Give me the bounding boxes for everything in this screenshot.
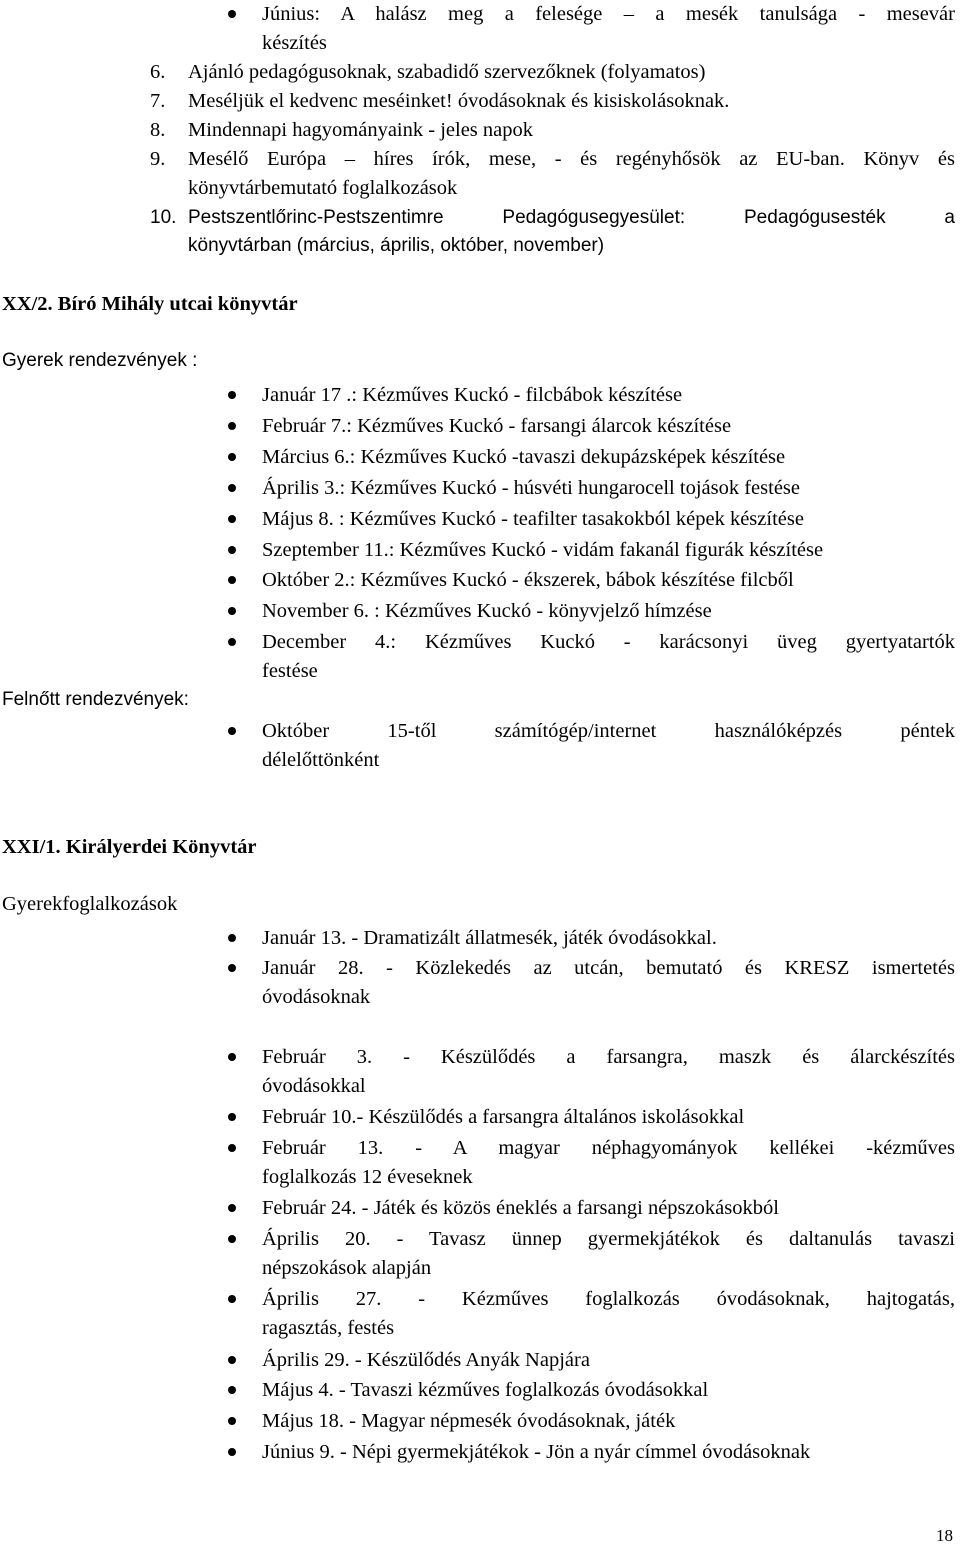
list-item-cont: óvodásoknak	[262, 986, 371, 1008]
page-number: 18	[936, 1526, 953, 1545]
bullet-dot	[228, 727, 236, 735]
item-number: 6.	[150, 61, 166, 83]
bullet-dot	[228, 1204, 236, 1212]
bullet-dot	[228, 1417, 236, 1425]
bullet-dot	[228, 1113, 236, 1121]
kids-activities-label: Gyerekfoglalkozások	[2, 893, 178, 915]
bullet-dot	[228, 934, 236, 942]
bullet-dot	[228, 484, 236, 492]
list-item: Október 2.: Kézműves Kuckó - ékszerek, bábok készítése filcből	[262, 569, 794, 591]
section-heading: XX/2. Bíró Mihály utcai könyvtár	[2, 293, 298, 315]
list-item: December 4.: Kézműves Kuckó - karácsonyi üveg gyertyatartók	[262, 631, 955, 653]
bullet-dot	[228, 453, 236, 461]
list-item: Május 8. : Kézműves Kuckó - teafilter tasakokból képek készítése	[262, 508, 804, 530]
list-item: Április 27. - Kézműves foglalkozás óvodásoknak, hajtogatás,	[262, 1288, 955, 1310]
list-item: Május 18. - Magyar népmesék óvodásoknak, játék	[262, 1410, 676, 1432]
list-item: Február 24. - Játék és közös éneklés a farsangi népszokásokból	[262, 1197, 779, 1219]
list-item-cont: népszokások alapján	[262, 1257, 432, 1279]
list-item: Május 4. - Tavaszi kézműves foglalkozás óvodásokkal	[262, 1379, 709, 1401]
section-heading: XXI/1. Királyerdei Könyvtár	[2, 836, 257, 858]
bullet-dot	[228, 10, 236, 18]
bullet-dot	[228, 607, 236, 615]
list-item-text: Június: A halász meg a felesége – a mesék tanulsága - mesevár	[262, 3, 955, 25]
list-item-cont: foglalkozás 12 éveseknek	[262, 1166, 473, 1188]
kids-events-label: Gyerek rendezvények :	[2, 350, 198, 371]
list-item: Január 17 .: Kézműves Kuckó - filcbábok készítése	[262, 384, 683, 406]
item-text-cont: könyvtárbemutató foglalkozások	[188, 177, 458, 199]
list-item-cont: festése	[262, 660, 318, 682]
bullet-dot	[228, 1144, 236, 1152]
list-item: Február 3. - Készülődés a farsangra, maszk és álarckészítés	[262, 1046, 955, 1068]
list-item-text-cont: készítés	[262, 32, 327, 54]
bullet-dot	[228, 1448, 236, 1456]
item-text: Ajánló pedagógusoknak, szabadidő szervezőknek (folyamatos)	[188, 61, 706, 83]
item-text: Meséljük el kedvenc meséinket! óvodásoknak és kisiskolásoknak.	[188, 90, 730, 112]
list-item: Március 6.: Kézműves Kuckó -tavaszi dekupázsképek készítése	[262, 446, 786, 468]
bullet-dot	[228, 546, 236, 554]
item-text: Pestszentlőrinc-Pestszentimre Pedagógusegyesület: Pedagógusesték a	[188, 207, 955, 228]
list-item: Szeptember 11.: Kézműves Kuckó - vidám fakanál figurák készítése	[262, 539, 824, 561]
list-item: Január 13. - Dramatizált állatmesék, játék óvodásokkal.	[262, 927, 717, 949]
list-item: Június 9. - Népi gyermekjátékok - Jön a nyár címmel óvodásoknak	[262, 1441, 811, 1463]
bullet-dot	[228, 1235, 236, 1243]
list-item: Április 20. - Tavasz ünnep gyermekjátékok és daltanulás tavaszi	[262, 1228, 955, 1250]
bullet-dot	[228, 391, 236, 399]
list-item-cont: óvodásokkal	[262, 1075, 366, 1097]
adult-events-label: Felnőtt rendezvények:	[2, 689, 189, 710]
list-item: Április 3.: Kézműves Kuckó - húsvéti hungarocell tojások festése	[262, 477, 800, 499]
item-text-cont: könyvtárban (március, április, október, november)	[188, 235, 605, 256]
bullet-dot	[228, 964, 236, 972]
list-item: November 6. : Kézműves Kuckó - könyvjelző hímzése	[262, 600, 712, 622]
bullet-dot	[228, 515, 236, 523]
item-number: 9.	[150, 148, 166, 170]
adult-event-item-cont: délelőttönként	[262, 749, 380, 771]
item-number: 8.	[150, 119, 166, 141]
item-text: Mesélő Európa – híres írók, mese, - és regényhősök az EU-ban. Könyv és	[188, 148, 955, 170]
bullet-dot	[228, 1053, 236, 1061]
bullet-dot	[228, 576, 236, 584]
adult-event-item: Október 15-től számítógép/internet használóképzés péntek	[262, 720, 955, 742]
list-item: Január 28. - Közlekedés az utcán, bemutató és KRESZ ismertetés	[262, 957, 955, 979]
bullet-dot	[228, 1295, 236, 1303]
list-item: Február 7.: Kézműves Kuckó - farsangi álarcok készítése	[262, 415, 732, 437]
bullet-dot	[228, 1386, 236, 1394]
bullet-dot	[228, 1356, 236, 1364]
bullet-dot	[228, 422, 236, 430]
item-number: 10.	[150, 207, 177, 228]
bullet-dot	[228, 638, 236, 646]
item-number: 7.	[150, 90, 166, 112]
list-item: Február 10.- Készülődés a farsangra általános iskolásokkal	[262, 1106, 745, 1128]
list-item-cont: ragasztás, festés	[262, 1317, 395, 1339]
list-item: Április 29. - Készülődés Anyák Napjára	[262, 1349, 590, 1371]
item-text: Mindennapi hagyományaink - jeles napok	[188, 119, 533, 141]
list-item: Február 13. - A magyar néphagyományok kellékei -kézműves	[262, 1137, 955, 1159]
